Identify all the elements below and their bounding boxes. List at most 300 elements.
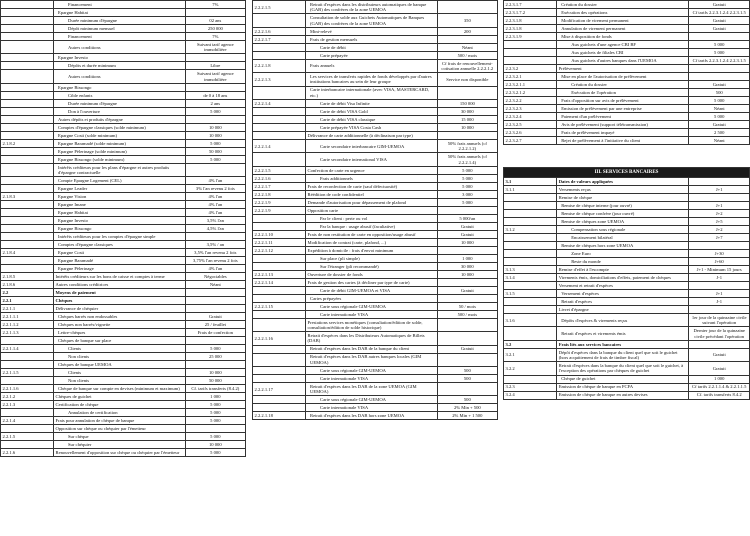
row-code <box>253 14 306 27</box>
row-value: 3% l'an revenu 2 fois <box>185 185 245 193</box>
table-row <box>253 404 498 412</box>
row-code: 2.2.2.1.9 <box>253 206 306 214</box>
table-row <box>504 25 750 33</box>
row-description: Frais de reconfection de carte (sauf défectuosité) <box>306 182 438 190</box>
row-code: 2.2.3.2.1.2 <box>504 89 557 97</box>
row-value: 7% <box>185 1 245 9</box>
row-code <box>504 258 557 266</box>
tariff-column-1 <box>0 0 246 536</box>
row-code: 2.2.1.1.1 <box>1 313 54 321</box>
row-value: 10 000 <box>185 369 245 377</box>
row-description: Carte sous régionale GIM-UEMOA <box>306 367 438 375</box>
row-description: Carte de débit <box>306 43 438 51</box>
row-description: Annulation de virement permanent <box>557 25 689 33</box>
row-value: 4% l'an <box>185 177 245 185</box>
row-description: Création du dossier <box>557 81 689 89</box>
row-value <box>689 194 750 202</box>
row-code <box>1 54 54 62</box>
row-code <box>253 132 306 140</box>
table-row <box>1 233 246 241</box>
row-description: Non clients <box>54 353 186 361</box>
row-description: Livret d'épargne <box>557 306 689 314</box>
table-row <box>1 9 246 17</box>
row-value <box>185 337 245 345</box>
table-row <box>1 217 246 225</box>
row-value: 5 000 <box>437 174 497 182</box>
table-row <box>1 433 246 441</box>
row-description: Sur l'étranger (pli recommandé) <box>306 262 438 270</box>
row-value: 5 000 <box>689 49 750 57</box>
row-code: 2.2 <box>1 289 54 297</box>
row-description: Prélèvement <box>557 65 689 73</box>
row-code <box>1 177 54 185</box>
row-value: Néant <box>689 105 750 113</box>
row-description: Sur chèque <box>54 433 186 441</box>
row-code: 2.2.3.1.7.2 <box>504 9 557 17</box>
row-code: 2.2.2.1.8 <box>253 190 306 198</box>
row-description: Retrait d'espèces dans les DAB de la banque du client <box>306 345 438 353</box>
row-description: Carte internationale VISA <box>306 375 438 383</box>
row-description: Cartes prépayées <box>306 294 438 302</box>
row-description: Clients <box>54 345 186 353</box>
row-value: Service non disponible <box>437 73 497 86</box>
row-value: 5 000 <box>185 107 245 115</box>
row-description: Epargne Habitat <box>54 209 186 217</box>
table-row <box>253 206 498 214</box>
row-code: 2.2.1.1.3 <box>1 329 54 337</box>
row-description: Chèques <box>54 297 186 305</box>
row-code: 3.1.1 <box>504 186 557 194</box>
table-row <box>504 383 750 391</box>
row-code <box>504 250 557 258</box>
row-code <box>504 218 557 226</box>
row-code: 2.2.3.2.4 <box>504 113 557 121</box>
table-row <box>504 17 750 25</box>
row-code: 2.2.1.2 <box>1 393 54 401</box>
row-value: Gratuit <box>689 121 750 129</box>
row-description: Remise de chèque confrère (jour ouvré) <box>557 210 689 218</box>
row-code <box>1 337 54 345</box>
table-row <box>1 369 246 377</box>
row-description: Aux guichets de filiales CBI <box>557 49 689 57</box>
row-description: Confection de carte en urgence <box>306 166 438 174</box>
table-row <box>253 59 498 72</box>
row-code: 3.1 <box>504 178 557 186</box>
row-description: Demande d'autorisation pour dépassement de plafond <box>306 198 438 206</box>
row-code <box>253 375 306 383</box>
row-description: Financement <box>54 1 186 9</box>
row-value <box>689 73 750 81</box>
table-row <box>504 1 750 9</box>
row-description: Retrait d'espèces dans les DAB autres banques locales (GIM UEMOA) <box>306 353 438 366</box>
row-code <box>1 233 54 241</box>
row-description: Frais de non restitution de carte en opposition/usage abusif <box>306 230 438 238</box>
row-description: Epargne Costi (solde minimum) <box>54 131 186 139</box>
table-row <box>253 14 498 27</box>
row-value <box>437 246 497 254</box>
row-description: Epargne Vision <box>54 193 186 201</box>
row-description: Opposition sur chèque ou chéquier par l'émetteur <box>54 425 186 433</box>
table-row <box>253 198 498 206</box>
row-description: Autres conditions <box>54 70 186 83</box>
table-row <box>253 238 498 246</box>
table-row <box>504 97 750 105</box>
table-row <box>1 83 246 91</box>
row-description: Chèque de banque sur compte en devises (minimum et maximum) <box>54 385 186 393</box>
row-code <box>1 33 54 41</box>
row-description: Aux guichets d'une agence CBI BF <box>557 41 689 49</box>
row-value: 2% Min + 500 <box>437 404 497 412</box>
row-description: Mini-relevé <box>306 27 438 35</box>
row-value <box>689 65 750 73</box>
row-code <box>253 353 306 366</box>
row-value: 25 / feuillet <box>185 321 245 329</box>
row-code: 2.2.1.1.5 <box>1 369 54 377</box>
table-row <box>504 89 750 97</box>
row-code: 2.2.3.2 <box>504 65 557 73</box>
table-row <box>253 222 498 230</box>
table-row <box>253 174 498 182</box>
row-value: 50 000 <box>185 147 245 155</box>
table-row <box>504 129 750 137</box>
row-code <box>504 194 557 202</box>
row-description: Carte de débit VISA Gold <box>306 108 438 116</box>
row-code: 2.2.2.1.7 <box>253 182 306 190</box>
row-value: Gratuit <box>437 230 497 238</box>
row-description: Remise d'effet à l'escompte <box>557 266 689 274</box>
table-row <box>504 282 750 290</box>
row-code <box>1 209 54 217</box>
table-row <box>1 289 246 297</box>
section-banner <box>504 167 750 177</box>
row-code <box>1 70 54 83</box>
row-value <box>185 83 245 91</box>
row-value <box>689 340 750 348</box>
row-code: 3.1.2 <box>504 226 557 234</box>
row-value: 3,5% / an <box>185 241 245 249</box>
row-description: Carte secondaire interbancaire GIM-UEMOA <box>306 140 438 153</box>
row-code <box>1 265 54 273</box>
row-code: 3.1.5 <box>504 290 557 298</box>
row-code: 3.2 <box>504 340 557 348</box>
row-description: Carte interbancaire internationale (avec VISA, MASTERCARD, etc.) <box>306 86 438 99</box>
table-row <box>1 115 246 123</box>
row-description: Remise de chèques hors zone UEMOA <box>557 242 689 250</box>
table-row <box>1 17 246 25</box>
row-value: 10 000 <box>437 238 497 246</box>
table-row <box>1 417 246 425</box>
row-code: 2.2.3.2.1.1 <box>504 81 557 89</box>
table-row <box>504 202 750 210</box>
row-description: Epargne Habitat <box>54 9 186 17</box>
row-description: Frais de prélèvement impayé <box>557 129 689 137</box>
row-description: Frais annuels <box>306 59 438 72</box>
row-value: Cf. tarifs transferts (8.4.2) <box>185 385 245 393</box>
table-row <box>253 27 498 35</box>
table-row <box>253 262 498 270</box>
table-row <box>253 412 498 420</box>
row-description: Dépôts et durée minimum <box>54 62 186 70</box>
row-value: 4% l'an <box>185 193 245 201</box>
row-value: Gratuit <box>185 313 245 321</box>
table-row <box>1 249 246 257</box>
row-description: Par le client : perte ou vol <box>306 214 438 222</box>
row-value: Gratuit <box>437 286 497 294</box>
row-description: Compensation sous régionale <box>557 226 689 234</box>
row-description: Carte secondaire international VISA <box>306 153 438 166</box>
row-code: 2.2.2.1.5 <box>253 1 306 14</box>
row-value: 4,5% l'an <box>185 225 245 233</box>
row-value <box>437 294 497 302</box>
row-description: Annulation de certification <box>54 409 186 417</box>
row-description: Versement d'espèces <box>557 290 689 298</box>
row-value: J+60 <box>689 258 750 266</box>
row-value: 5 000 <box>185 401 245 409</box>
row-code: 3.2.4 <box>504 391 557 399</box>
row-value: 50 000 <box>185 377 245 385</box>
row-code: 2.2.3.2.6 <box>504 129 557 137</box>
table-row <box>1 25 246 33</box>
row-value <box>689 242 750 250</box>
row-code: 3.2.2 <box>504 362 557 375</box>
row-description: Carte internationale VISA <box>306 310 438 318</box>
table-row <box>253 140 498 153</box>
row-description: Dates de valeurs appliquées <box>557 178 689 186</box>
row-description: Délivrance de chéquier <box>54 305 186 313</box>
table-row <box>504 137 750 145</box>
row-code <box>253 222 306 230</box>
row-description: Emission de chèque de banque en autres devises <box>557 391 689 399</box>
row-code <box>1 225 54 233</box>
row-value: 1 000 <box>689 375 750 383</box>
table-row <box>1 337 246 345</box>
row-description: Retrait d'espèces dans les DAB hors zone UEMOA <box>306 412 438 420</box>
row-description: Remise de chèques zone UEMOA <box>557 218 689 226</box>
row-value: de 0 à 18 ans <box>185 91 245 99</box>
row-value <box>185 297 245 305</box>
row-code <box>1 41 54 54</box>
row-value: 3,5% l'an revenu 2 fois <box>185 249 245 257</box>
row-code: 3.1.6 <box>504 314 557 327</box>
row-description: Mise à disposition de fonds <box>557 33 689 41</box>
row-code <box>253 404 306 412</box>
row-value: 10 000 <box>185 123 245 131</box>
row-description: Intérêts créditeurs pour les comptes d'épargne simple <box>54 233 186 241</box>
row-value: Néant <box>689 137 750 145</box>
row-description: Financement <box>54 33 186 41</box>
row-description: Aux guichets d'autres banques dans l'UEMOA <box>557 57 689 65</box>
row-code: 2.2.2.1.11 <box>253 238 306 246</box>
table-row <box>504 194 750 202</box>
table-row <box>253 246 498 254</box>
row-description: Versement et retrait d'espèces <box>557 282 689 290</box>
row-value: Néant <box>437 43 497 51</box>
row-value: 5 000 <box>185 449 245 457</box>
row-value <box>185 163 245 176</box>
row-value: 3,75% l'an revenu 2 fois <box>185 257 245 265</box>
table-row <box>504 362 750 375</box>
table-row <box>253 116 498 124</box>
row-description: Autres conditions créditrices <box>54 281 186 289</box>
row-code <box>1 131 54 139</box>
row-code <box>253 214 306 222</box>
table-row <box>504 242 750 250</box>
table-row <box>1 155 246 163</box>
row-description: Epargne Pèlerinage <box>54 265 186 273</box>
row-value: 10 000 <box>437 270 497 278</box>
row-value <box>185 425 245 433</box>
section-spacer <box>504 145 750 168</box>
table-row <box>1 185 246 193</box>
table-row <box>504 258 750 266</box>
row-code <box>504 202 557 210</box>
row-value: J+5 <box>689 218 750 226</box>
table-row <box>253 166 498 174</box>
table-row <box>1 139 246 147</box>
row-value <box>437 86 497 99</box>
row-value: 50% frais annuels (cf 2.2.2.1.2) <box>437 140 497 153</box>
table-row <box>1 131 246 139</box>
table-row <box>253 100 498 108</box>
row-description: Epargne Bissongo <box>54 83 186 91</box>
row-code <box>253 153 306 166</box>
table-row <box>504 65 750 73</box>
row-description: Epargne Investo <box>54 217 186 225</box>
section-banner-title: III. SERVICES BANCAIRES <box>504 167 750 177</box>
row-value: J+1 <box>689 202 750 210</box>
table-row <box>504 327 750 340</box>
row-code <box>1 361 54 369</box>
row-code <box>504 210 557 218</box>
row-code <box>1 147 54 155</box>
row-description: Versements reçus <box>557 186 689 194</box>
row-code <box>1 257 54 265</box>
row-value <box>437 132 497 140</box>
row-description: Remise de chèque interne (jour ouvré) <box>557 202 689 210</box>
table-row <box>253 124 498 132</box>
row-description: Par la banque : usage abusif (facultative) <box>306 222 438 230</box>
row-description: Carte internationale VISA <box>306 404 438 412</box>
row-value <box>689 306 750 314</box>
row-code: 2.2.1.6 <box>1 449 54 457</box>
row-description: Modification de virement permanent <box>557 17 689 25</box>
row-value: 500 <box>437 367 497 375</box>
row-value <box>689 282 750 290</box>
row-value: 7% <box>185 33 245 41</box>
row-code <box>1 185 54 193</box>
row-code: 2.2.2.1.5 <box>253 166 306 174</box>
row-value: Cf tarifs 2.2.1.1.4 & 2.2.1.1.5 <box>689 383 750 391</box>
row-description: Dépôt minimum mensuel <box>54 25 186 33</box>
row-description: Certification de chèque <box>54 401 186 409</box>
row-description: Création du dossier <box>557 1 689 9</box>
table-row <box>504 348 750 361</box>
row-description: Remise de chèque <box>557 194 689 202</box>
row-code <box>253 286 306 294</box>
table-row <box>1 297 246 305</box>
row-description: Chèques de banque UEMOA <box>54 361 186 369</box>
row-description: Reste du monde <box>557 258 689 266</box>
row-value: 500 / mois <box>437 310 497 318</box>
table-row <box>1 273 246 281</box>
table-row <box>504 57 750 65</box>
table-row <box>1 353 246 361</box>
row-description: Frais liés aux services bancaires <box>557 340 689 348</box>
table-row <box>253 73 498 86</box>
table-row <box>1 123 246 131</box>
row-description: Carte de débit GIM-UEMOA et VISA <box>306 286 438 294</box>
row-description: Non clients <box>54 377 186 385</box>
row-code: 2.1.8.3 <box>1 193 54 201</box>
row-value: Négociables <box>185 273 245 281</box>
row-value: 50 / mois <box>437 302 497 310</box>
row-value: J+2 <box>689 210 750 218</box>
row-value: 15 000 <box>437 116 497 124</box>
row-code <box>253 108 306 116</box>
row-value <box>437 332 497 345</box>
table-row <box>1 41 246 54</box>
row-code: 2.2.2.1.17 <box>253 383 306 396</box>
row-value: 1 000 <box>437 254 497 262</box>
row-value: Libre <box>185 62 245 70</box>
row-code: 2.2.3.1.8 <box>504 25 557 33</box>
row-description: Retrait d'espèces <box>557 298 689 306</box>
row-description: Intérêts créditeurs pour les plans d'épargne et autres produits d'épargne contractuelle <box>54 163 186 176</box>
row-description: Epargne Pèlerinage (solde minimum) <box>54 147 186 155</box>
row-code <box>1 409 54 417</box>
row-code <box>504 242 557 250</box>
table-row <box>504 113 750 121</box>
table-row <box>253 286 498 294</box>
row-code <box>504 306 557 314</box>
table-row <box>1 425 246 433</box>
table-row <box>253 35 498 43</box>
row-description: Epargne Baramadé (solde minimum) <box>54 139 186 147</box>
row-code: 2.2.2.1.13 <box>253 270 306 278</box>
row-code: 2.2.3.2.5 <box>504 121 557 129</box>
table-row <box>504 178 750 186</box>
table-row <box>504 298 750 306</box>
row-description: Dépôts d'espèces & virements reçus <box>557 314 689 327</box>
row-code <box>1 17 54 25</box>
row-value: 50% frais annuels (cf 2.2.2.1.4) <box>437 153 497 166</box>
row-code <box>253 294 306 302</box>
row-description: Chèque de guichet <box>557 375 689 383</box>
row-description: Autres conditions <box>54 41 186 54</box>
row-code: 2.2.1 <box>1 297 54 305</box>
row-value: 5 000 <box>185 417 245 425</box>
row-value: 4% l'an <box>185 209 245 217</box>
row-value: 5 000 <box>185 433 245 441</box>
row-code: 2.2.1.1 <box>1 305 54 313</box>
row-description: Frais de gestion mensuels <box>306 35 438 43</box>
table-row <box>1 107 246 115</box>
table-row <box>1 393 246 401</box>
table-row <box>253 353 498 366</box>
row-description: Epargne Bissongo <box>54 225 186 233</box>
row-code: 2.2.3.1.8 <box>504 17 557 25</box>
row-value: 2 ans <box>185 99 245 107</box>
table-row <box>253 182 498 190</box>
row-value: 500 / mois <box>437 51 497 59</box>
row-description: Epargne Baramadé <box>54 257 186 265</box>
row-code: 2.2.2.1.15 <box>253 302 306 310</box>
row-code: 2.1.8.6 <box>1 281 54 289</box>
row-description: Carte de débit VISA classique <box>306 116 438 124</box>
row-description: Les services de transferts rapides de fonds développés par d'autres institutions bancaires au sein de leur groupe <box>306 73 438 86</box>
row-description: Chèques barrés non endossables <box>54 313 186 321</box>
row-code: 2.2.2.1.9 <box>253 198 306 206</box>
